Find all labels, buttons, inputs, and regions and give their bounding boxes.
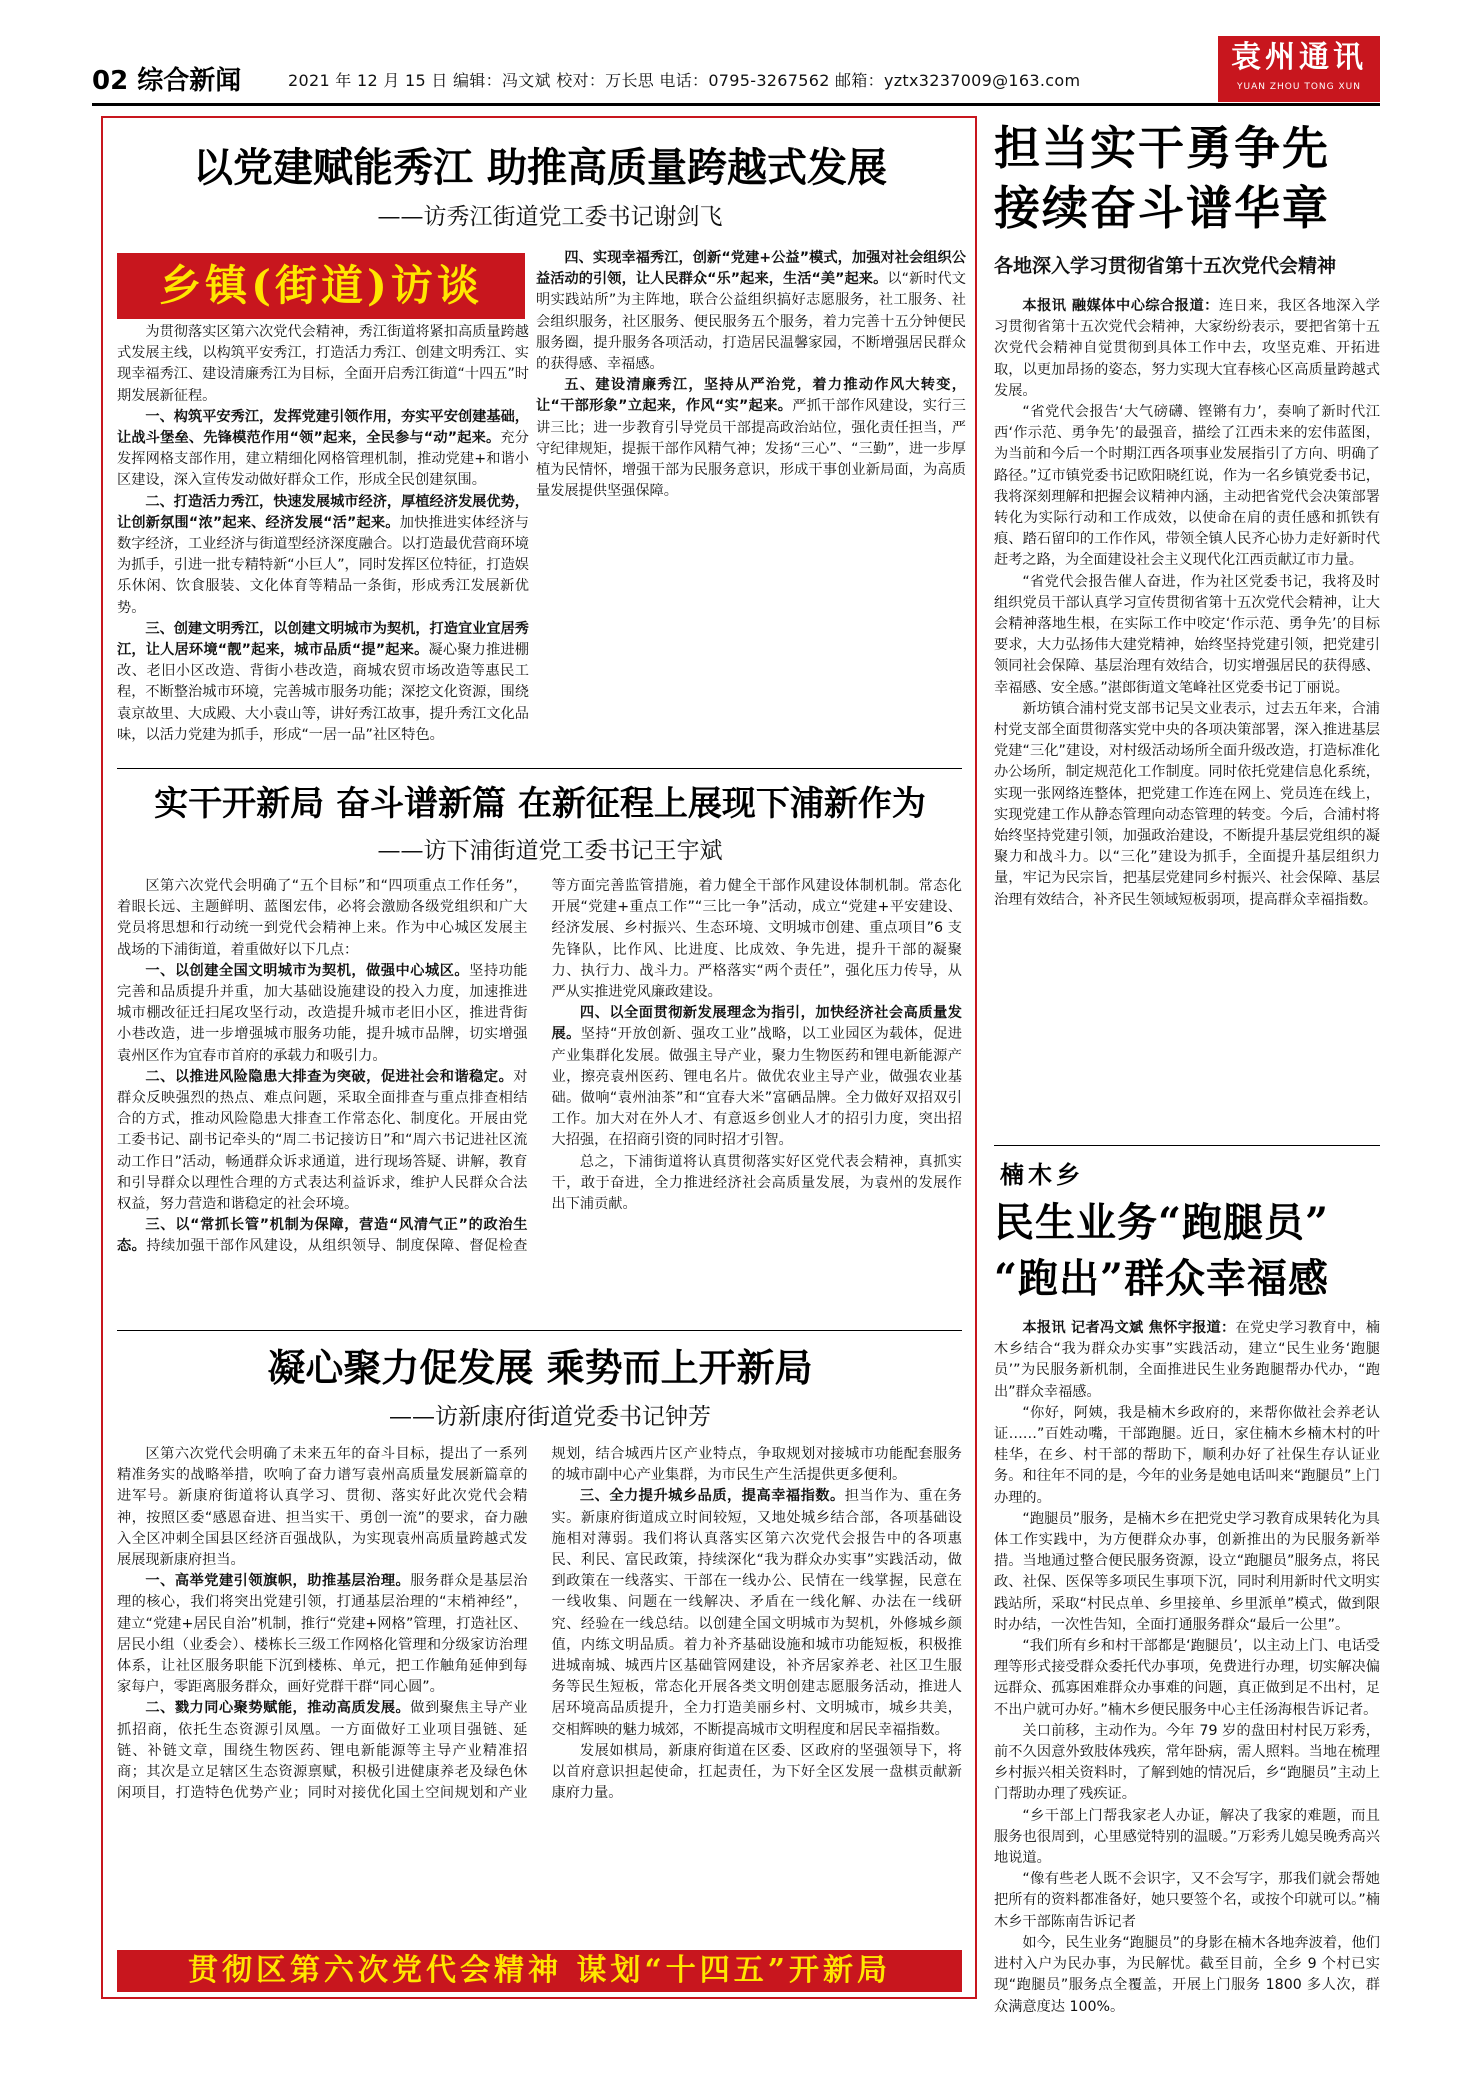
paragraph <box>994 1509 1380 1636</box>
article4-body <box>994 296 1380 1130</box>
paragraph-lead: 一、以创建全国文明城市为契机，做强中心城区。 <box>145 962 470 979</box>
paragraph <box>117 1444 528 1571</box>
paragraph <box>994 402 1380 572</box>
article3-title: 凝心聚力促发展 乘势而上开新局 <box>267 1345 813 1390</box>
paragraph-lead: 本报讯 融媒体中心综合报道： <box>1022 298 1219 314</box>
paragraph <box>994 1403 1380 1509</box>
bottom-slogan-banner: 贯彻区第六次党代会精神 谋划“十四五”开新局 <box>117 1950 962 1992</box>
paragraph-text: 连日来，我区各地深入学习贯彻省第十五次党代会精神，大家纷纷表示，要把省第十五次党代会精神自觉贯彻到具体工作中去，攻坚克难、开拓进取，以更加昂扬的姿态，努力实现大宜春核心区高质量跨越式发展。 <box>994 298 1380 399</box>
paragraph-text: 发展如棋局，新康府街道在区委、区政府的坚强领导下，将以首府意识担起使命，扛起责任，为下好全区发展一盘棋贡献新康府力量。 <box>551 1742 962 1802</box>
paragraph-text: “你好，阿姨，我是楠木乡政府的，来帮你做社会养老认证……”百姓动嘴，干部跑腿。近日，家住楠木乡楠木村的叶桂华，在乡、村干部的帮助下，顺利办好了社保生存认证业务。和往年不同的是，今年的业务是她电话叫来“跑腿员”上门办理的。 <box>994 1404 1380 1506</box>
paragraph <box>117 961 528 1067</box>
paragraph <box>552 1152 963 1216</box>
paragraph-text: 在党史学习教育中，楠木乡结合“我为群众办实事”实践活动，建立“民生业务‘跑腿员’”为民服务新机制，全面推进民生业务跑腿帮办代办，“跑出”群众幸福感。 <box>994 1320 1380 1400</box>
paragraph-text: “省党代会报告催人奋进，作为社区党委书记，我将及时组织党员干部认真学习宣传贯彻省第十五次党代会精神，让大会精神落地生根，在实际工作中咬定‘作示范、勇争先’的目标要求，大力弘扬伟大建党精神，始终坚持党建引领，把党建引领同社会保障、基层治理有效结合，切实增强居民的获得感、幸福感、安全感。”湛郎街道文笔峰社区党委书记丁丽说。 <box>994 573 1380 696</box>
paragraph-text: 坚持“开放创新、强攻工业”战略，以工业园区为载体，促进产业集群化发展。做强主导产业，聚力生物医药和锂电新能源产业，擦亮袁州医药、锂电名片。做优农业主导产业，做强农业基础。做响“袁州油茶”和“宜春大米”富硒品牌。全力做好双招双引工作。加大对在外人才、有意返乡创业人才的招引力度，突出招大招强，在招商引资的同时招才引智。 <box>551 1026 962 1149</box>
paragraph-text: 加快推进实体经济与数字经济，工业经济与街道型经济深度融合。以打造最优营商环境为抓手，引进一批专精特新“小巨人”，同时发挥区位特征，打造娱乐休闲、饮食服装、文化体育等精品一条街，形成秀江发展新优势。 <box>117 514 529 616</box>
paragraph-text: “乡干部上门帮我家老人办证，解决了我家的难题，而且服务也很周到，心里感觉特别的温暖。”万彩秀儿媳吴晚秀高兴地说道。 <box>994 1807 1380 1867</box>
paragraph <box>994 1869 1380 1933</box>
paragraph <box>994 699 1380 911</box>
article1-left-column <box>117 322 529 746</box>
paragraph-text: 做到聚焦主导产业抓招商，依托生态资源引凤凰。一方面做好工业项目强链、延链、补链文章，围绕生物医药、锂电新能源等主导产业精准招商；其次是立足辖区生态资源禀赋，积极引进健康养老及绿色休闲项目，打造特色优势产业；同时对接优化国土空间规划和产业规划，结合城西片区产业特点，争取规划对接城市功能配套服务的城市副中心产业集群，为市民生产生活提供更多便利。 <box>117 1446 962 1802</box>
article1-subtitle-text: ——访秀江街道党工委书记谢剑飞 <box>377 204 723 230</box>
paragraph <box>994 1636 1380 1721</box>
paragraph <box>994 1721 1380 1806</box>
article5-body <box>994 1318 1380 2015</box>
article2-subtitle-text: ——访下浦街道党工委书记王宇斌 <box>377 838 723 864</box>
paragraph-text: 为贯彻落实区第六次党代会精神，秀江街道将紧扣高质量跨越式发展主线，以构筑平安秀江，打造活力秀江、创建文明秀江、实现幸福秀江、建设清廉秀江为目标，全面开启秀江街道“十四五”时期发展新征程。 <box>117 324 529 404</box>
paragraph-lead: 四、实现幸福秀江，创新“党建+公益”模式，加强对社会组织公益活动的引领，让人民群众“乐”起来，生活“美”起来。 <box>536 250 966 288</box>
article4-title-line1: 担当实干勇争先 <box>994 121 1330 175</box>
article-separator <box>117 1330 962 1331</box>
paragraph <box>536 248 966 375</box>
paragraph-lead: 一、构筑平安秀江，发挥党建引领作用，夯实平安创建基础，让战斗堡垒、先锋模范作用“领”起来，全民参与“动”起来。 <box>117 408 529 447</box>
article-separator <box>117 768 962 769</box>
paragraph-text: 区第六次党代会明确了未来五年的奋斗目标，提出了一系列精准务实的战略举措，吹响了奋力谱写袁州高质量发展新篇章的进军号。新康府街道将认真学习、贯彻、落实好此次党代会精神，按照区委“感恩奋进、担当实干、勇创一流”的要求，奋力融入全区冲刺全国县区经济百强战队，为实现袁州高质量跨越式发展展现新康府担当。 <box>117 1446 528 1569</box>
paragraph-text: 总之，下浦街道将认真贯彻落实好区党代表会精神，真抓实干，敢于奋进，全力推进经济社会高质量发展，为袁州的发展作出下浦贡献。 <box>551 1153 962 1213</box>
article2-title: 实干开新局 奋斗谱新篇 在新征程上展现下浦新作为 <box>154 784 926 824</box>
paragraph <box>536 375 966 502</box>
paragraph <box>994 572 1380 699</box>
paragraph-text: “我们所有乡和村干部都是‘跑腿员’，以主动上门、电话受理等形式接受群众委托代办事项，免费进行办理，切实解决偏远群众、孤寡困难群众办事难的问题，真正做到足不出村，足不出户就可办好。”楠木乡便民服务中心主任汤海根告诉记者。 <box>994 1638 1380 1718</box>
article1-title: 以党建赋能秀江 助推高质量跨越式发展 <box>193 144 887 191</box>
paragraph <box>994 1933 1380 2018</box>
paragraph-lead: 三、以“常抓长管”机制为保障，营造“风清气正”的政治生态。 <box>117 1217 528 1255</box>
article1-body-right <box>536 248 966 760</box>
article5-kicker: 楠木乡 <box>1000 1160 1084 1189</box>
paragraph <box>552 1003 963 1151</box>
article3-subtitle-text: ——访新康府街道党委书记钟芳 <box>389 1404 711 1430</box>
paragraph-lead: 三、全力提升城乡品质，提高幸福指数。 <box>579 1488 845 1505</box>
paragraph <box>994 1318 1380 1403</box>
paragraph-text: 服务群众是基层治理的核心，我们将突出党建引领，打通基层治理的“末梢神经”，建立“党建+居民自治”机制，推行“党建+网格”管理，打造社区、居民小组（业委会）、楼栋长三级工作网格化管理和分级家访治理体系，让社区服务职能下沉到楼栋、单元，把工作触角延伸到每家每户，零距离服务群众，画好党群干群“同心圆”。 <box>117 1573 528 1696</box>
paragraph-text: 充分发挥网格支部作用，建立精细化网格管理机制，推动党建+和谐小区建设，深入宣传发动做好群众工作，形成全民创建氛围。 <box>117 430 529 489</box>
article1-right-column <box>536 248 966 502</box>
logo-subtitle: YUAN ZHOU TONG XUN <box>1237 82 1361 92</box>
paragraph-lead: 本报讯 记者冯文斌 焦怀宇报道： <box>1022 1320 1236 1336</box>
paragraph-text: 严抓干部作风建设，实行三讲三比；进一步教育引导党员干部提高政治站位，强化责任担当，严守纪律规矩，提振干部作风精气神；发扬“三心”、“三勤”，进一步厚植为民情怀，增强干部为民服务意识，形成干事创业新局面，为高质量发展提供坚强保障。 <box>536 398 966 500</box>
article1-subtitle <box>250 200 850 234</box>
article4-subtitle: 各地深入学习贯彻省第十五次党代会精神 <box>994 255 1337 277</box>
paragraph <box>117 876 528 961</box>
article3-body <box>117 1444 962 1940</box>
paragraph <box>117 322 529 407</box>
paragraph-text: 如今，民生业务“跑腿员”的身影在楠木各地奔波着，他们进村入户为民办事，为民解忧。截至目前，全乡 9 个村已实现“跑腿员”服务点全覆盖，开展上门服务 1800 多人次，群众满意度达 100%。 <box>994 1934 1380 2015</box>
paragraph-text: 关口前移，主动作为。今年 79 岁的盘田村村民万彩秀，前不久因意外致肢体残疾，常年卧病，需人照料。当地在梳理乡村振兴相关资料时，了解到她的情况后，乡“跑腿员”主动上门帮助办理了残疾证。 <box>994 1722 1380 1803</box>
logo-title: 袁州通讯 <box>1231 40 1367 75</box>
paragraph <box>552 1486 963 1740</box>
paragraph <box>994 296 1380 402</box>
article5-title-line1: 民生业务“跑腿员” <box>994 1199 1330 1246</box>
paragraph <box>117 407 529 492</box>
article3-subtitle <box>250 1400 850 1434</box>
paragraph <box>117 492 529 619</box>
article2-body <box>117 876 962 1316</box>
paragraph-text: “跑腿员”服务，是楠木乡在把党史学习教育成果转化为具体工作实践中，为方便群众办事，创新推出的为民服务新举措。当地通过整合便民服务资源，设立“跑腿员”服务点，将民政、社保、医保等多项民生事项下沉，同时利用新时代文明实践站所，采取“村民点单、乡里接单、乡里派单”模式，做到限时办结，一次性告知，全面打通服务群众“最后一公里”。 <box>994 1510 1380 1633</box>
paragraph-text: “像有些老人既不会识字，又不会写字，那我们就会帮她把所有的资料都准备好，她只要签个名，或按个印就可以。”楠木乡干部陈南告诉记者 <box>994 1871 1380 1930</box>
paragraph-text: 以“新时代文明实践站所”为主阵地，联合公益组织搞好志愿服务，社工服务、社会组织服务，社区服务、便民服务五个服务，着力完善十五分钟便民服务圈，提升服务各项活动，打造居民温馨家园，不断增强居民群众的获得感、幸福感。 <box>536 271 966 373</box>
page-section-label: 02 综合新闻 <box>92 66 242 96</box>
paragraph-text: 坚持功能完善和品质提升并重，加大基础设施建设的投入力度，加速推进城市棚改征迁扫尾攻坚行动，改造提升城市老旧小区，推进背街小巷改造，进一步增强城市服务功能，提升城市品牌，切实增强袁州区作为宜春市首府的承载力和吸引力。 <box>117 962 528 1064</box>
paragraph-lead: 二、打造活力秀江，快速发展城市经济，厚植经济发展优势，让创新氛围“浓”起来、经济发展“活”起来。 <box>117 493 529 531</box>
paragraph <box>117 1067 528 1215</box>
section-banner: 乡镇(街道)访谈 <box>117 253 525 319</box>
issue-meta: 2021 年 12 月 15 日 编辑：冯文斌 校对：万长思 电话：0795-3267562 邮箱：yztx3237009@163.com <box>288 71 1081 90</box>
paragraph-lead: 三、创建文明秀江，以创建文明城市为契机，打造宜业宜居秀江，让人居环境“靓”起来，城市品质“提”起来。 <box>117 620 529 659</box>
paragraph-lead: 四、以全面贯彻新发展理念为指引，加快经济社会高质量发展。 <box>551 1005 962 1043</box>
paragraph <box>552 1741 963 1805</box>
paragraph-lead: 二、戮力同心聚势赋能，推动高质发展。 <box>145 1700 411 1717</box>
paragraph <box>117 619 529 746</box>
paragraph-lead: 二、以推进风险隐患大排查为突破，促进社会和谐稳定。 <box>145 1068 514 1085</box>
newspaper-logo <box>1218 36 1380 102</box>
article1-body <box>117 322 529 760</box>
paragraph <box>994 1806 1380 1870</box>
article4-title-line2: 接续奋斗谱华章 <box>994 181 1330 235</box>
article5-title-line2: “跑出”群众幸福感 <box>994 1255 1330 1302</box>
paragraph-text: 凝心聚力推进棚改、老旧小区改造、背街小巷改造，商城农贸市场改造等惠民工程，不断整治城市环境，完善城市服务功能；深挖文化资源，围绕袁京故里、大成殿、大小袁山等，讲好秀江故事，提升秀江文化品味，以活力党建为抓手，形成“一居一品”社区特色。 <box>117 642 529 743</box>
paragraph-lead: 五、建设清廉秀江，坚持从严治党，着力推动作风大转变，让“干部形象”立起来，作风“实”起来。 <box>536 377 966 415</box>
header-rule <box>92 103 1380 106</box>
paragraph-text: 新坊镇合浦村党支部书记吴文业表示，过去五年来，合浦村党支部全面贯彻落实党中央的各项决策部署，深入推进基层党建“三化”建设，对村级活动场所全面升级改造，打造标准化办公场所，制定规范化工作制度。同时依托党建信息化系统，实现一张网络连整体，把党建工作连在网上、党员连在线上，实现党建工作从静态管理向动态管理的转变。今后，合浦村将始终坚持党建引领，加强政治建设，不断提升基层党组织的凝聚力和战斗力。以“三化”建设为抓手，全面提升基层组织力量，牢记为民宗旨，把基层党建同乡村振兴、社会保障、基层治理有效结合，补齐民生领域短板弱项，提高群众幸福指数。 <box>994 700 1380 908</box>
paragraph-text: 持续加强干部作风建设，从组织领导、制度保障、督促检查等方面完善监管措施，着力健全干部作风建设体制机制。常态化开展“党建+重点工作”“三比一争”活动，成立“党建+平安建设、经济发展、乡村振兴、生态环境、文明城市创建、重点项目”6 支先锋队，比作风、比进度、比成效、争先进，提升干部的凝聚力、执行力、战斗力。严格落实“两个责任”，强化压力传导，从严从实推进党风廉政建设。 <box>146 878 962 1255</box>
paragraph <box>117 1571 528 1698</box>
article2-subtitle <box>250 834 850 868</box>
paragraph-text: 对群众反映强烈的热点、难点问题，采取全面排查与重点排查相结合的方式，推动风险隐患大排查工作常态化、制度化。开展由党工委书记、副书记牵头的“周二书记接访日”和“周六书记进社区流动工作日”活动，畅通群众诉求通道，进行现场答疑、讲解，教育和引导群众以理性合理的方式表达利益诉求，维护人民群众合法权益，努力营造和谐稳定的社会环境。 <box>117 1068 528 1213</box>
paragraph-lead: 一、高举党建引领旗帜，助推基层治理。 <box>145 1573 411 1590</box>
paragraph-text: “省党代会报告‘大气磅礴、铿锵有力’，奏响了新时代江西‘作示范、勇争先’的最强音，描绘了江西未来的宏伟蓝图，为当前和今后一个时期江西各项事业发展指引了方向、明确了路径。”辽市镇党委书记欧阳晓红说，作为一名乡镇党委书记，我将深刻理解和把握会议精神内涵，主动把省党代会决策部署转化为实际行动和工作成效，以使命在肩的责任感和抓铁有痕、踏石留印的工作作风，带领全镇人民齐心协力走好新时代赶考之路，为全面建设社会主义现代化江西贡献辽市力量。 <box>994 404 1380 569</box>
paragraph-text: 担当作为、重在务实。新康府街道成立时间较短，又地处城乡结合部，各项基础设施相对薄弱。我们将认真落实区第六次党代会报告中的各项惠民、利民、富民政策，持续深化“我为群众办实事”实践活动，做到政策在一线落实、干部在一线办公、民情在一线掌握，民意在一线收集、问题在一线解决、矛盾在一线化解、办法在一线研究、经验在一线总结。以创建全国文明城市为契机，外修城乡颜值，内练文明品质。着力补齐基础设施和城市功能短板，积极推进城南城、城西片区基础管网建设，补齐居家养老、社区卫生服务等民生短板，常态化开展各类文明创建志愿服务活动，推进人居环境高品质提升，全力打造美丽乡村、文明城市，城乡共美，交相辉映的魅力城郊，不断提高城市文明程度和居民幸福指数。 <box>551 1488 962 1738</box>
article-separator <box>994 1145 1380 1146</box>
paragraph-text: 区第六次党代会明确了“五个目标”和“四项重点工作任务”，着眼长远、主题鲜明、蓝图宏伟，必将会激励各级党组织和广大党员将思想和行动统一到党代会精神上来。作为中心城区发展主战场的下浦街道，着重做好以下几点： <box>117 878 528 958</box>
